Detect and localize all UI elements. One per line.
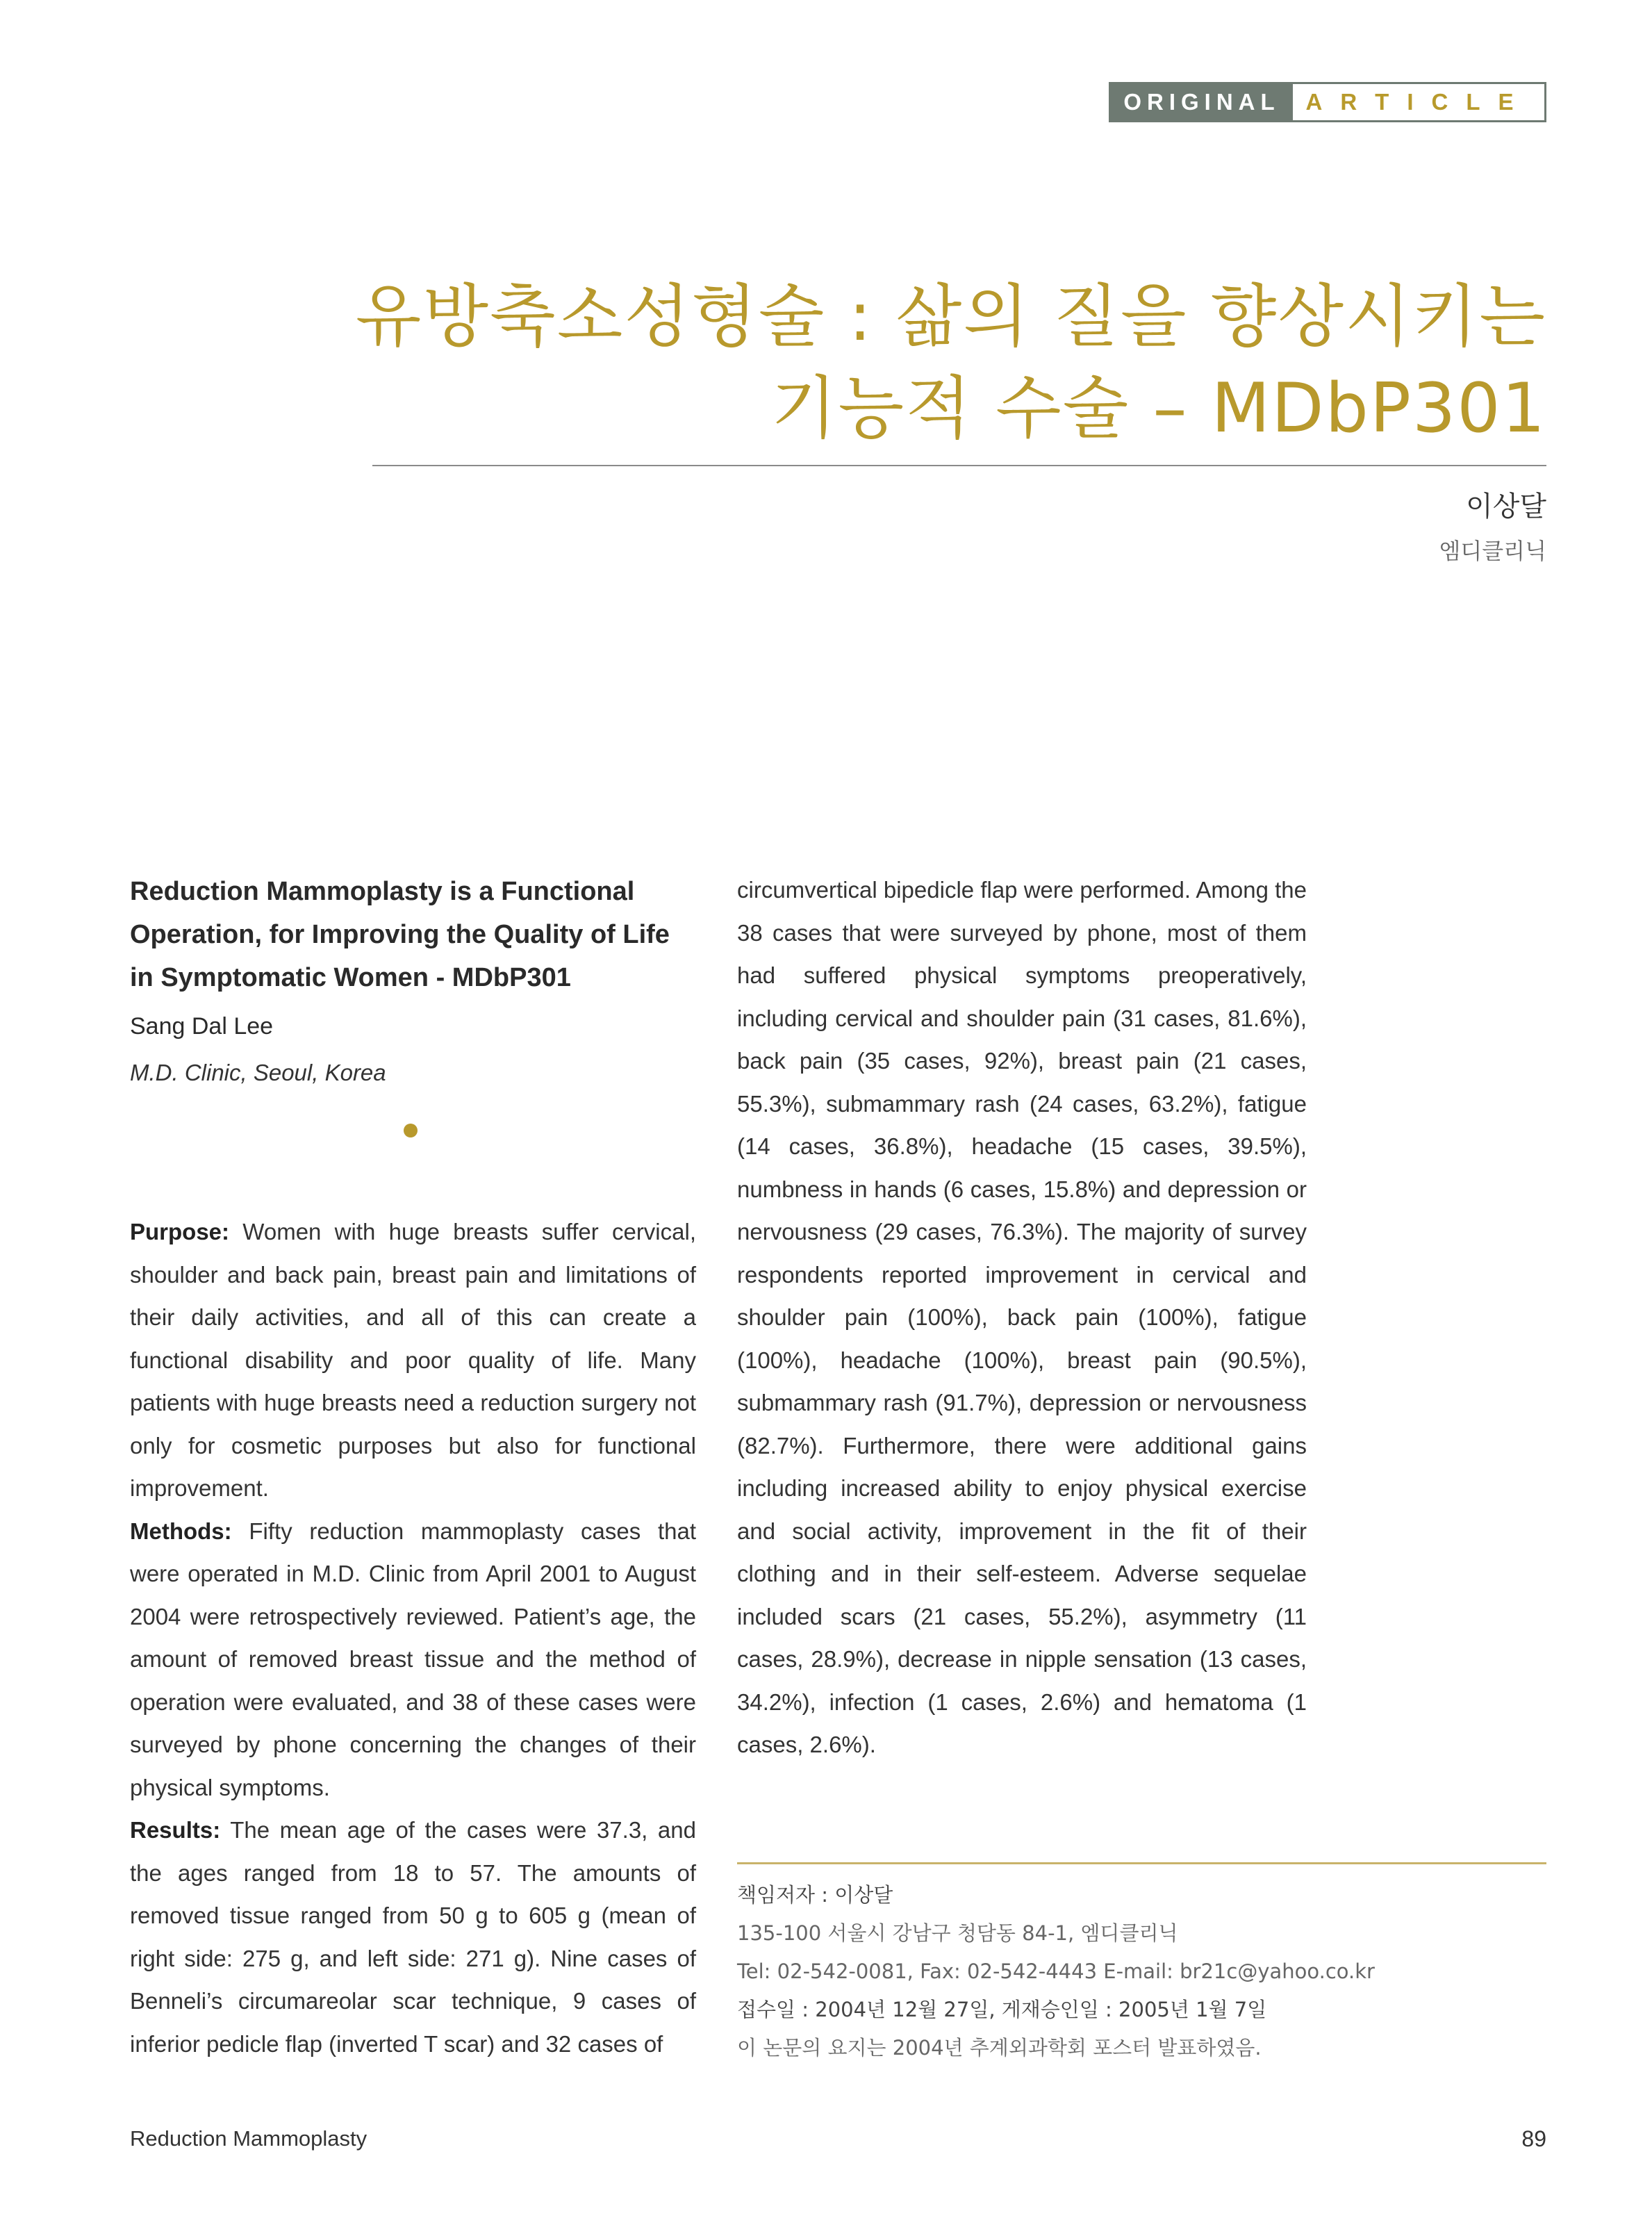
english-affiliation: M.D. Clinic, Seoul, Korea xyxy=(130,1060,386,1085)
english-title: Reduction Mammoplasty is a Functional Operation, for Improving the Quality of Life in Symptomatic Women - MDbP301 xyxy=(130,877,670,992)
results-text: The mean age of the cases were 37.3, and the ages ranged from 18 to 57. The amounts of removed tissue ranged from 50 g to 605 g (mean of right side: 275 g, and left side: 271 g). Nine cases of Benneli’s circumareolar scar technique, 9 cases of inferior pedicle flap (inverted T scar) and 32 cases of xyxy=(130,1817,696,2057)
korean-author: 이상달 xyxy=(1466,491,1546,523)
results-label: Results: xyxy=(130,1817,221,1843)
korean-title-line-2: 기능적 수술 – MDbP301 xyxy=(770,369,1546,448)
correspondence-block xyxy=(737,1876,1546,2067)
korean-affiliation: 엠디클리닉 xyxy=(1439,538,1546,564)
results-continued: circumvertical bipedicle flap were performed. Among the 38 cases that were surveyed by phone, most of them had suffered physical symptoms preoperatively, including cervical and shoulder pain (31 cases, 81.6%), back pain (35 cases, 92%), breast pain (21 cases, 55.3%), submammary rash (24 cases, 63.2%), fatigue (14 cases, 36.8%), headache (15 cases, 39.5%), numbness in hands (6 cases, 15.8%) and depression or nervousness (29 cases, 76.3%). The majority of survey respondents reported improvement in cervical and shoulder pain (100%), back pain (100%), fatigue (100%), headache (100%), breast pain (90.5%), submammary rash (91.7%), depression or nervousness (82.7%). Furthermore, there were additional gains including increased ability to enjoy physical exercise and social activity, improvement in the fit of their clothing and in their self-esteem. Adverse sequelae included scars (21 cases, 55.2%), asymmetry (11 cases, 28.9%), decrease in nipple sensation (13 cases, 34.2%), infection (1 cases, 2.6%) and hematoma (1 cases, 2.6%). xyxy=(737,877,1307,1757)
presentation-note: 이 논문의 요지는 2004년 추계외과학회 포스터 발표하였음. xyxy=(737,2036,1262,2060)
title-divider xyxy=(372,465,1546,466)
abstract-right-column xyxy=(737,869,1307,1766)
correspondence-contact: Tel: 02-542-0081, Fax: 02-542-4443 E-mail: br21c@yahoo.co.kr xyxy=(737,1960,1375,1983)
page-number: 89 xyxy=(1521,2126,1546,2151)
methods-paragraph xyxy=(130,1510,696,1809)
english-author: Sang Dal Lee xyxy=(130,1013,274,1040)
methods-text: Fifty reduction mammoplasty cases that were operated in M.D. Clinic from April 2001 to August 2004 were retrospectively reviewed. Patient’s age, the amount of removed breast tissue and the method of operation were evaluated, and 38 of these cases were surveyed by phone concerning the changes of their physical symptoms. xyxy=(130,1518,696,1800)
separator-dot xyxy=(404,1124,418,1137)
results-paragraph xyxy=(130,1809,696,2065)
article-type-tag xyxy=(1109,82,1546,122)
abstract-left-column xyxy=(130,1210,696,2065)
english-header-block xyxy=(130,870,696,1137)
purpose-label: Purpose: xyxy=(130,1219,230,1244)
submission-dates: 접수일 : 2004년 12월 27일, 게재승인일 : 2005년 1월 7일 xyxy=(737,1998,1267,2021)
purpose-paragraph xyxy=(130,1210,696,1510)
running-title: Reduction Mammoplasty xyxy=(130,2126,367,2151)
tag-article: ARTICLE xyxy=(1305,89,1532,115)
korean-title xyxy=(296,271,1546,454)
correspondence-address: 135-100 서울시 강남구 청담동 84-1, 엠디클리닉 xyxy=(737,1921,1178,1945)
methods-label: Methods: xyxy=(130,1518,232,1544)
correspondence-divider xyxy=(737,1862,1546,1864)
tag-original: ORIGINAL xyxy=(1111,84,1293,120)
korean-title-line-1: 유방축소성형술 : 삶의 질을 향상시키는 xyxy=(355,277,1546,356)
purpose-text: Women with huge breasts suffer cervical, shoulder and back pain, breast pain and limitations of their daily activities, and all of this can create a functional disability and poor quality of life. Many patients with huge breasts need a reduction surgery not only for cosmetic purposes but also for functional improvement. xyxy=(130,1219,696,1501)
corresponding-author: 책임저자 : 이상달 xyxy=(737,1883,893,1907)
